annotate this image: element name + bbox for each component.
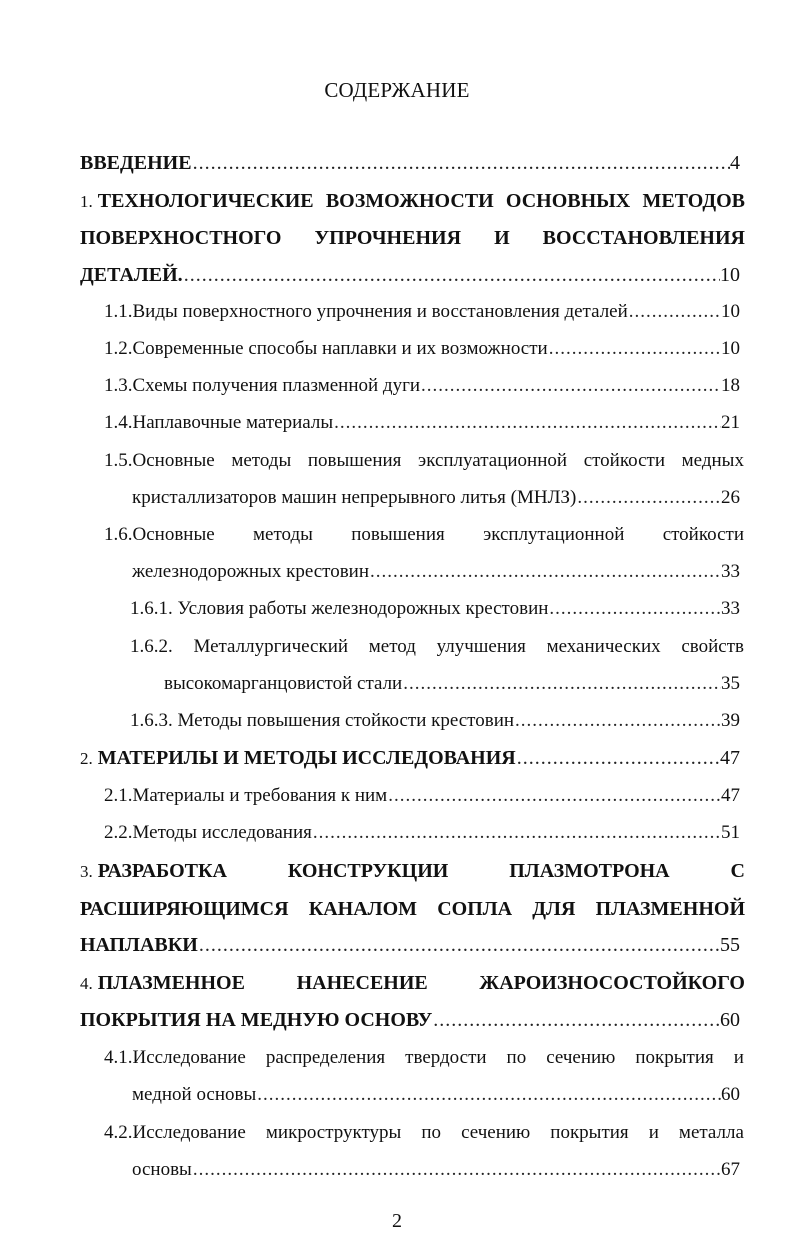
section-word: ПОВЕРХНОСТНОГО bbox=[80, 227, 282, 249]
toc-entry-1-6-line2[interactable] bbox=[132, 557, 740, 587]
toc-entry-1-6-2-line2[interactable] bbox=[164, 669, 740, 699]
page-title: СОДЕРЖАНИЕ bbox=[324, 78, 470, 102]
entry-word: эксплутационной bbox=[483, 524, 625, 545]
toc-entry-label: 2.1.Материалы и требования к ним bbox=[104, 785, 388, 806]
entry-word: механических bbox=[546, 636, 661, 657]
entry-word: повышения bbox=[307, 450, 402, 471]
entry-word: 4.1.Исследование bbox=[104, 1047, 246, 1068]
toc-entry-1-6-3[interactable] bbox=[130, 706, 740, 736]
toc-entry-1-6-line1[interactable] bbox=[104, 520, 744, 550]
entry-word: распределения bbox=[265, 1047, 386, 1068]
section-word: 3. РАЗРАБОТКА bbox=[80, 860, 227, 882]
toc-page-number: 26 bbox=[721, 487, 740, 508]
section-word: ОСНОВНЫХ bbox=[505, 190, 631, 212]
section-number: 3. bbox=[80, 862, 93, 881]
toc-entry-1-3[interactable] bbox=[104, 371, 740, 401]
section-word: КОНСТРУКЦИИ bbox=[287, 860, 449, 882]
toc-entry-label: медной основы bbox=[132, 1084, 257, 1105]
toc-entry-1-4[interactable] bbox=[104, 408, 740, 438]
entry-word: покрытия bbox=[550, 1122, 629, 1143]
leader-dots bbox=[548, 334, 721, 364]
section-word: ВОССТАНОВЛЕНИЯ bbox=[542, 227, 745, 249]
entry-word: микроструктуры bbox=[265, 1122, 402, 1143]
toc-entry-label: НАПЛАВКИ bbox=[80, 934, 198, 956]
section-word: ЖАРОИЗНОСОСТОЙКОГО bbox=[479, 972, 745, 994]
toc-entry-section-1-line3[interactable] bbox=[80, 260, 740, 290]
entry-word: металла bbox=[678, 1122, 744, 1143]
toc-page-number: 4 bbox=[730, 152, 740, 174]
leader-dots bbox=[387, 781, 721, 811]
entry-word: свойств bbox=[681, 636, 744, 657]
section-word: ПЛАЗМОТРОНА bbox=[509, 860, 670, 882]
entry-word: стойкости bbox=[662, 524, 744, 545]
toc-entry-section-4-line1[interactable] bbox=[80, 968, 745, 998]
entry-word: сечению bbox=[546, 1047, 616, 1068]
toc-page-number: 33 bbox=[721, 561, 740, 582]
entry-word: 1.6.Основные bbox=[104, 524, 215, 545]
toc-entry-section-3-line2[interactable] bbox=[80, 894, 745, 924]
toc-entry-label: 1.6.1. Условия работы железнодорожных крестовин bbox=[130, 598, 549, 619]
toc-page-number: 18 bbox=[721, 375, 740, 396]
entry-word: стойкости bbox=[583, 450, 665, 471]
toc-entry-1-1[interactable] bbox=[104, 297, 740, 327]
section-word: УПРОЧНЕНИЯ bbox=[314, 227, 462, 249]
leader-dots bbox=[256, 1080, 721, 1110]
entry-word: по bbox=[506, 1047, 527, 1068]
leader-dots bbox=[192, 1155, 721, 1185]
toc-entry-label: железнодорожных крестовин bbox=[132, 561, 370, 582]
toc-entry-label: 1.1.Виды поверхностного упрочнения и восстановления деталей bbox=[104, 301, 628, 322]
section-word: КАНАЛОМ bbox=[308, 898, 418, 920]
toc-entry-section-4-line2[interactable] bbox=[80, 1005, 740, 1035]
toc-page-number: 10 bbox=[721, 301, 740, 322]
toc-page-number: 10 bbox=[720, 264, 740, 286]
entry-word: и bbox=[733, 1047, 744, 1068]
section-word: ПЛАЗМЕННОЙ bbox=[595, 898, 745, 920]
section-word: НАНЕСЕНИЕ bbox=[296, 972, 428, 994]
entry-word: и bbox=[648, 1122, 659, 1143]
toc-entry-1-6-1[interactable] bbox=[130, 594, 740, 624]
toc-page-number: 10 bbox=[721, 338, 740, 359]
toc-entry-label: ДЕТАЛЕЙ. bbox=[80, 264, 183, 286]
toc-page-number: 33 bbox=[721, 598, 740, 619]
toc-page-number: 55 bbox=[720, 934, 740, 956]
page-number: 2 bbox=[392, 1210, 402, 1232]
entry-word: 4.2.Исследование bbox=[104, 1122, 246, 1143]
toc-entry-label: ПОКРЫТИЯ НА МЕДНУЮ ОСНОВУ bbox=[80, 1009, 433, 1031]
section-number: 1. bbox=[80, 192, 93, 211]
section-word: С bbox=[730, 860, 745, 882]
toc-page-number: 60 bbox=[720, 1009, 740, 1031]
toc-entry-label: 1.4.Наплавочные материалы bbox=[104, 412, 334, 433]
toc-entry-label: 2. МАТЕРИЛЫ И МЕТОДЫ ИССЛЕДОВАНИЯ bbox=[80, 747, 516, 769]
toc-entry-section-3-line3[interactable] bbox=[80, 930, 740, 960]
section-word: И bbox=[494, 227, 510, 249]
section-word: РАСШИРЯЮЩИМСЯ bbox=[80, 898, 289, 920]
section-word: СОПЛА bbox=[437, 898, 513, 920]
leader-dots bbox=[333, 408, 721, 438]
leader-dots bbox=[420, 371, 721, 401]
entry-word: 1.5.Основные bbox=[104, 450, 215, 471]
toc-entry-section-1-line2[interactable] bbox=[80, 223, 745, 253]
toc-entry-1-2[interactable] bbox=[104, 334, 740, 364]
toc-entry-1-5-line1[interactable] bbox=[104, 446, 744, 476]
leader-dots bbox=[192, 148, 730, 178]
toc-entry-label: высокомарганцовистой стали bbox=[164, 673, 403, 694]
toc-entry-label: ВВЕДЕНИЕ bbox=[80, 152, 192, 174]
toc-page-number: 39 bbox=[721, 710, 740, 731]
entry-word: покрытия bbox=[635, 1047, 714, 1068]
entry-word: метод bbox=[368, 636, 416, 657]
toc-entry-label: основы bbox=[132, 1159, 192, 1180]
section-word: ВОЗМОЖНОСТИ bbox=[325, 190, 494, 212]
entry-word: твердости bbox=[405, 1047, 487, 1068]
toc-page-number: 35 bbox=[721, 673, 740, 694]
leader-dots bbox=[432, 1005, 720, 1035]
toc-entry-label: кристаллизаторов машин непрерывного литья (МНЛЗ) bbox=[132, 487, 577, 508]
leader-dots bbox=[576, 483, 721, 513]
toc-entry-4-1-line2[interactable] bbox=[132, 1080, 740, 1110]
entry-word: эксплуатационной bbox=[418, 450, 568, 471]
leader-dots bbox=[183, 260, 720, 290]
leader-dots bbox=[514, 706, 721, 736]
toc-entry-section-3-line1[interactable] bbox=[80, 856, 745, 886]
toc-entry-section-1-line1[interactable] bbox=[80, 186, 745, 216]
toc-entry-2-1[interactable] bbox=[104, 781, 740, 811]
toc-entry-label: 1.2.Современные способы наплавки и их возможности bbox=[104, 338, 548, 359]
section-number: 4. bbox=[80, 974, 93, 993]
entry-word: повышения bbox=[351, 524, 445, 545]
toc-entry-label: 1.3.Схемы получения плазменной дуги bbox=[104, 375, 421, 396]
toc-entry-4-2-line1[interactable] bbox=[104, 1118, 744, 1148]
entry-word: улучшения bbox=[436, 636, 526, 657]
toc-page-number: 47 bbox=[720, 747, 740, 769]
section-word: 4. ПЛАЗМЕННОЕ bbox=[80, 972, 245, 994]
entry-word: медных bbox=[681, 450, 744, 471]
leader-dots bbox=[516, 743, 720, 773]
entry-word: методы bbox=[252, 524, 313, 545]
leader-dots bbox=[198, 930, 720, 960]
leader-dots bbox=[548, 594, 721, 624]
leader-dots bbox=[402, 669, 721, 699]
toc-entry-4-2-line2[interactable] bbox=[132, 1155, 740, 1185]
entry-word: Металлургический bbox=[193, 636, 349, 657]
leader-dots bbox=[628, 297, 721, 327]
toc-entry-4-1-line1[interactable] bbox=[104, 1043, 744, 1073]
toc-entry-section-2[interactable] bbox=[80, 743, 740, 773]
toc-entry-introduction[interactable] bbox=[80, 148, 740, 178]
section-number: 2. bbox=[80, 749, 93, 768]
toc-page-number: 47 bbox=[721, 785, 740, 806]
entry-word: сечению bbox=[461, 1122, 531, 1143]
toc-entry-1-6-2-line1[interactable] bbox=[130, 632, 744, 662]
toc-page-number: 67 bbox=[721, 1159, 740, 1180]
section-word: 1. ТЕХНОЛОГИЧЕСКИЕ bbox=[80, 190, 314, 212]
leader-dots bbox=[369, 557, 721, 587]
leader-dots bbox=[312, 818, 721, 848]
toc-entry-1-5-line2[interactable] bbox=[132, 483, 740, 513]
toc-entry-label: 1.6.3. Методы повышения стойкости крестовин bbox=[130, 710, 515, 731]
entry-word: по bbox=[421, 1122, 442, 1143]
toc-entry-2-2[interactable] bbox=[104, 818, 740, 848]
toc-entry-label: 2.2.Методы исследования bbox=[104, 822, 312, 843]
entry-word: 1.6.2. bbox=[130, 636, 173, 657]
section-word: МЕТОДОВ bbox=[642, 190, 745, 212]
section-word: ДЛЯ bbox=[532, 898, 576, 920]
toc-page-number: 51 bbox=[721, 822, 740, 843]
toc-page-number: 60 bbox=[721, 1084, 740, 1105]
entry-word: методы bbox=[231, 450, 292, 471]
toc-page-number: 21 bbox=[721, 412, 740, 433]
